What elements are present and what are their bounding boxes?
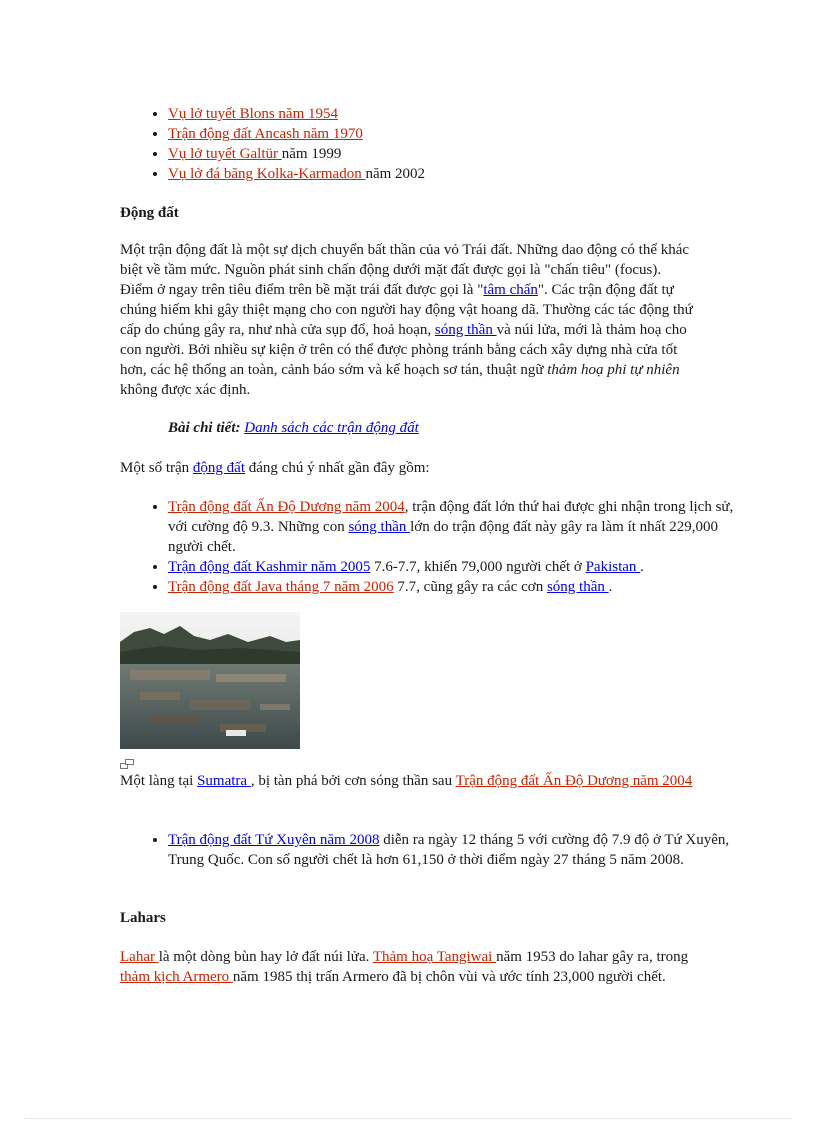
earthquake-paragraph: Một trận động đất là một sự dịch chuyển bất thần của vỏ Trái đất. Những dao động có thể khác biệt về tầm mức. Nguồn phát sinh chấn động dưới mặt đất được gọi là "chấn tiêu" (focus). Điểm ở ngay trên tiêu điểm trên bề mặt trái đất được gọi là "tâm chấn". Các trận động đất tự chúng hiếm khi gây thiệt mạng cho con người hay động vật hoang dã. Thường các tác động thứ cấp do chúng gây ra, như nhà cửa sụp đổ, hoả hoạn, sóng thần và núi lửa, mới là thảm hoạ cho con người. Bởi nhiều sự kiện ở trên có thể được phòng tránh bằng cách xây dựng nhà cửa tốt hơn, các hệ thống an toàn, cảnh báo sớm và kế hoạch sơ tán, thuật ngữ thảm hoạ phi tự nhiên không được xác định. <box>120 242 693 398</box>
list-item: • Trận động đất Ấn Độ Dương năm 2004, trận động đất lớn thứ hai được ghi nhận trong lịch sử, với cường độ 9.3. Những con sóng thần lớn do trận động đất này gây ra làm ít nhất 229,000 người chết. <box>168 497 748 557</box>
list-item: • Trận động đất Java tháng 7 năm 2006 7.7, cũng gây ra các cơn sóng thần . <box>168 577 748 597</box>
heading-earthquake: Động đất <box>120 205 179 221</box>
detail-article-line: Bài chi tiết: Danh sách các trận động đất <box>168 420 419 436</box>
earthquake-list-2 <box>120 830 748 870</box>
link-lahar[interactable]: Lahar <box>120 949 159 965</box>
lahars-paragraph: Lahar là một dòng bùn hay lở đất núi lửa. Thảm hoạ Tangiwai năm 1953 do lahar gây ra, trong thảm kịch Armero năm 1985 thị trấn Armero đã bị chôn vùi và ước tính 23,000 người chết. <box>120 949 689 985</box>
link-epicenter[interactable]: tâm chấn <box>483 282 538 298</box>
earthquake-intro: Một số trận động đất đáng chú ý nhất gần đây gồm: <box>120 460 430 476</box>
link-tsunami-2[interactable]: sóng thần <box>348 519 411 535</box>
link-indian-ocean-2004-caption[interactable]: Trận động đất Ấn Độ Dương năm 2004 <box>455 773 693 789</box>
link-pakistan[interactable]: Pakistan <box>585 559 641 575</box>
list-item: • Trận động đất Tứ Xuyên năm 2008 diễn ra ngày 12 tháng 5 với cường độ 7.9 độ ở Tứ Xuyên, Trung Quốc. Con số người chết là hơn 61,150 ở thời điểm ngày 27 tháng 5 năm 2008. <box>168 830 748 870</box>
list-item: • Vụ lở đá băng Kolka-Karmadon năm 2002 <box>168 164 748 184</box>
enlarge-icon[interactable] <box>120 759 134 769</box>
heading-lahars: Lahars <box>120 910 166 926</box>
link-java-2006[interactable]: Trận động đất Java tháng 7 năm 2006 <box>168 579 394 595</box>
link-kolka[interactable]: Vụ lở đá băng Kolka-Karmadon <box>168 166 366 182</box>
list-item <box>168 104 748 124</box>
avalanche-list <box>120 104 748 184</box>
earthquake-list <box>120 497 748 597</box>
link-sichuan-2008[interactable]: Trận động đất Tứ Xuyên năm 2008 <box>168 832 380 848</box>
link-blons[interactable]: Vụ lở tuyết Blons năm 1954 <box>168 106 339 122</box>
list-item: • Trận động đất Kashmir năm 2005 7.6-7.7, khiến 79,000 người chết ở Pakistan . <box>168 557 748 577</box>
figure-caption: Một làng tại Sumatra , bị tàn phá bởi cơn sóng thần sau Trận động đất Ấn Độ Dương năm 2004 <box>120 773 693 789</box>
link-kashmir-2005[interactable]: Trận động đất Kashmir năm 2005 <box>168 559 371 575</box>
link-earthquake-list[interactable]: Danh sách các trận động đất <box>244 420 419 436</box>
link-sumatra[interactable]: Sumatra <box>197 773 251 789</box>
list-item <box>168 124 748 144</box>
figure <box>120 612 300 769</box>
link-ancash[interactable]: Trận động đất Ancash năm 1970 <box>168 126 363 142</box>
link-indian-ocean-2004[interactable]: Trận động đất Ấn Độ Dương năm 2004 <box>168 499 405 515</box>
link-galtur[interactable]: Vụ lở tuyết Galtür <box>168 146 282 162</box>
link-tangiwai[interactable]: Thảm hoạ Tangiwai <box>372 949 497 965</box>
link-tsunami-3[interactable]: sóng thần <box>546 579 609 595</box>
link-earthquake[interactable]: động đất <box>192 460 245 476</box>
page-bottom-divider <box>24 1118 792 1119</box>
link-armero[interactable]: thảm kịch Armero <box>120 969 233 985</box>
tsunami-village-photo[interactable] <box>120 612 300 749</box>
list-item: • Vụ lở tuyết Galtür năm 1999 <box>168 144 748 164</box>
link-tsunami[interactable]: sóng thần <box>434 322 497 338</box>
